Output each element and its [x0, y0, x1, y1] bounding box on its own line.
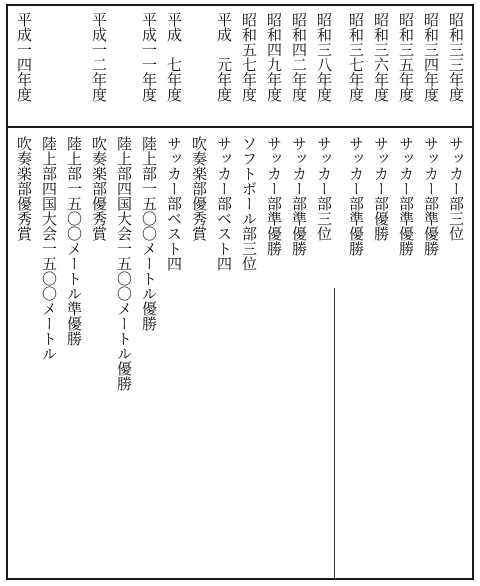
column-divider [334, 288, 335, 578]
award-text: 陸上部四国大会一五〇〇メートル [40, 136, 58, 361]
year-label: 昭和三七年度 [347, 12, 365, 102]
award-text: サッカー部準優勝 [265, 136, 283, 256]
award-text: 陸上部四国大会一五〇〇メートル優勝 [115, 136, 133, 391]
header-divider [8, 126, 472, 128]
award-text: 陸上部一五〇〇メートル優勝 [140, 136, 158, 331]
award-text: 陸上部一五〇〇メートル準優勝 [65, 136, 83, 346]
award-text: 吹奏楽部優秀賞 [190, 136, 208, 241]
award-text: サッカー部準優勝 [347, 136, 365, 256]
records-table [6, 4, 474, 580]
year-label: 昭和四九年度 [265, 12, 283, 102]
year-label: 昭和三五年度 [397, 12, 415, 102]
year-label: 平成一一年度 [140, 12, 158, 102]
award-text: サッカー部三位 [447, 136, 465, 241]
award-text: サッカー部ベスト四 [215, 136, 233, 271]
year-label: 昭和五七年度 [240, 12, 258, 102]
year-label: 昭和三六年度 [372, 12, 390, 102]
award-text: 吹奏楽部優秀賞 [15, 136, 33, 241]
award-text: 吹奏楽部優秀賞 [90, 136, 108, 241]
award-text: サッカー部準優勝 [397, 136, 415, 256]
award-text: サッカー部準優勝 [290, 136, 308, 256]
year-label: 平成一四年度 [15, 12, 33, 102]
year-label: 平成 元年度 [215, 12, 233, 102]
award-text: サッカー部ベスト四 [165, 136, 183, 271]
award-text: サッカー部優勝 [372, 136, 390, 241]
year-label: 昭和三八年度 [315, 12, 333, 102]
year-label: 平成一二年度 [90, 12, 108, 102]
year-label: 昭和四二年度 [290, 12, 308, 102]
award-text: サッカー部三位 [315, 136, 333, 241]
year-label: 昭和三四年度 [422, 12, 440, 102]
award-text: ソフトボール部三位 [240, 136, 258, 271]
year-label: 平成 七年度 [165, 12, 183, 102]
year-label: 昭和三三年度 [447, 12, 465, 102]
award-text: サッカー部準優勝 [422, 136, 440, 256]
